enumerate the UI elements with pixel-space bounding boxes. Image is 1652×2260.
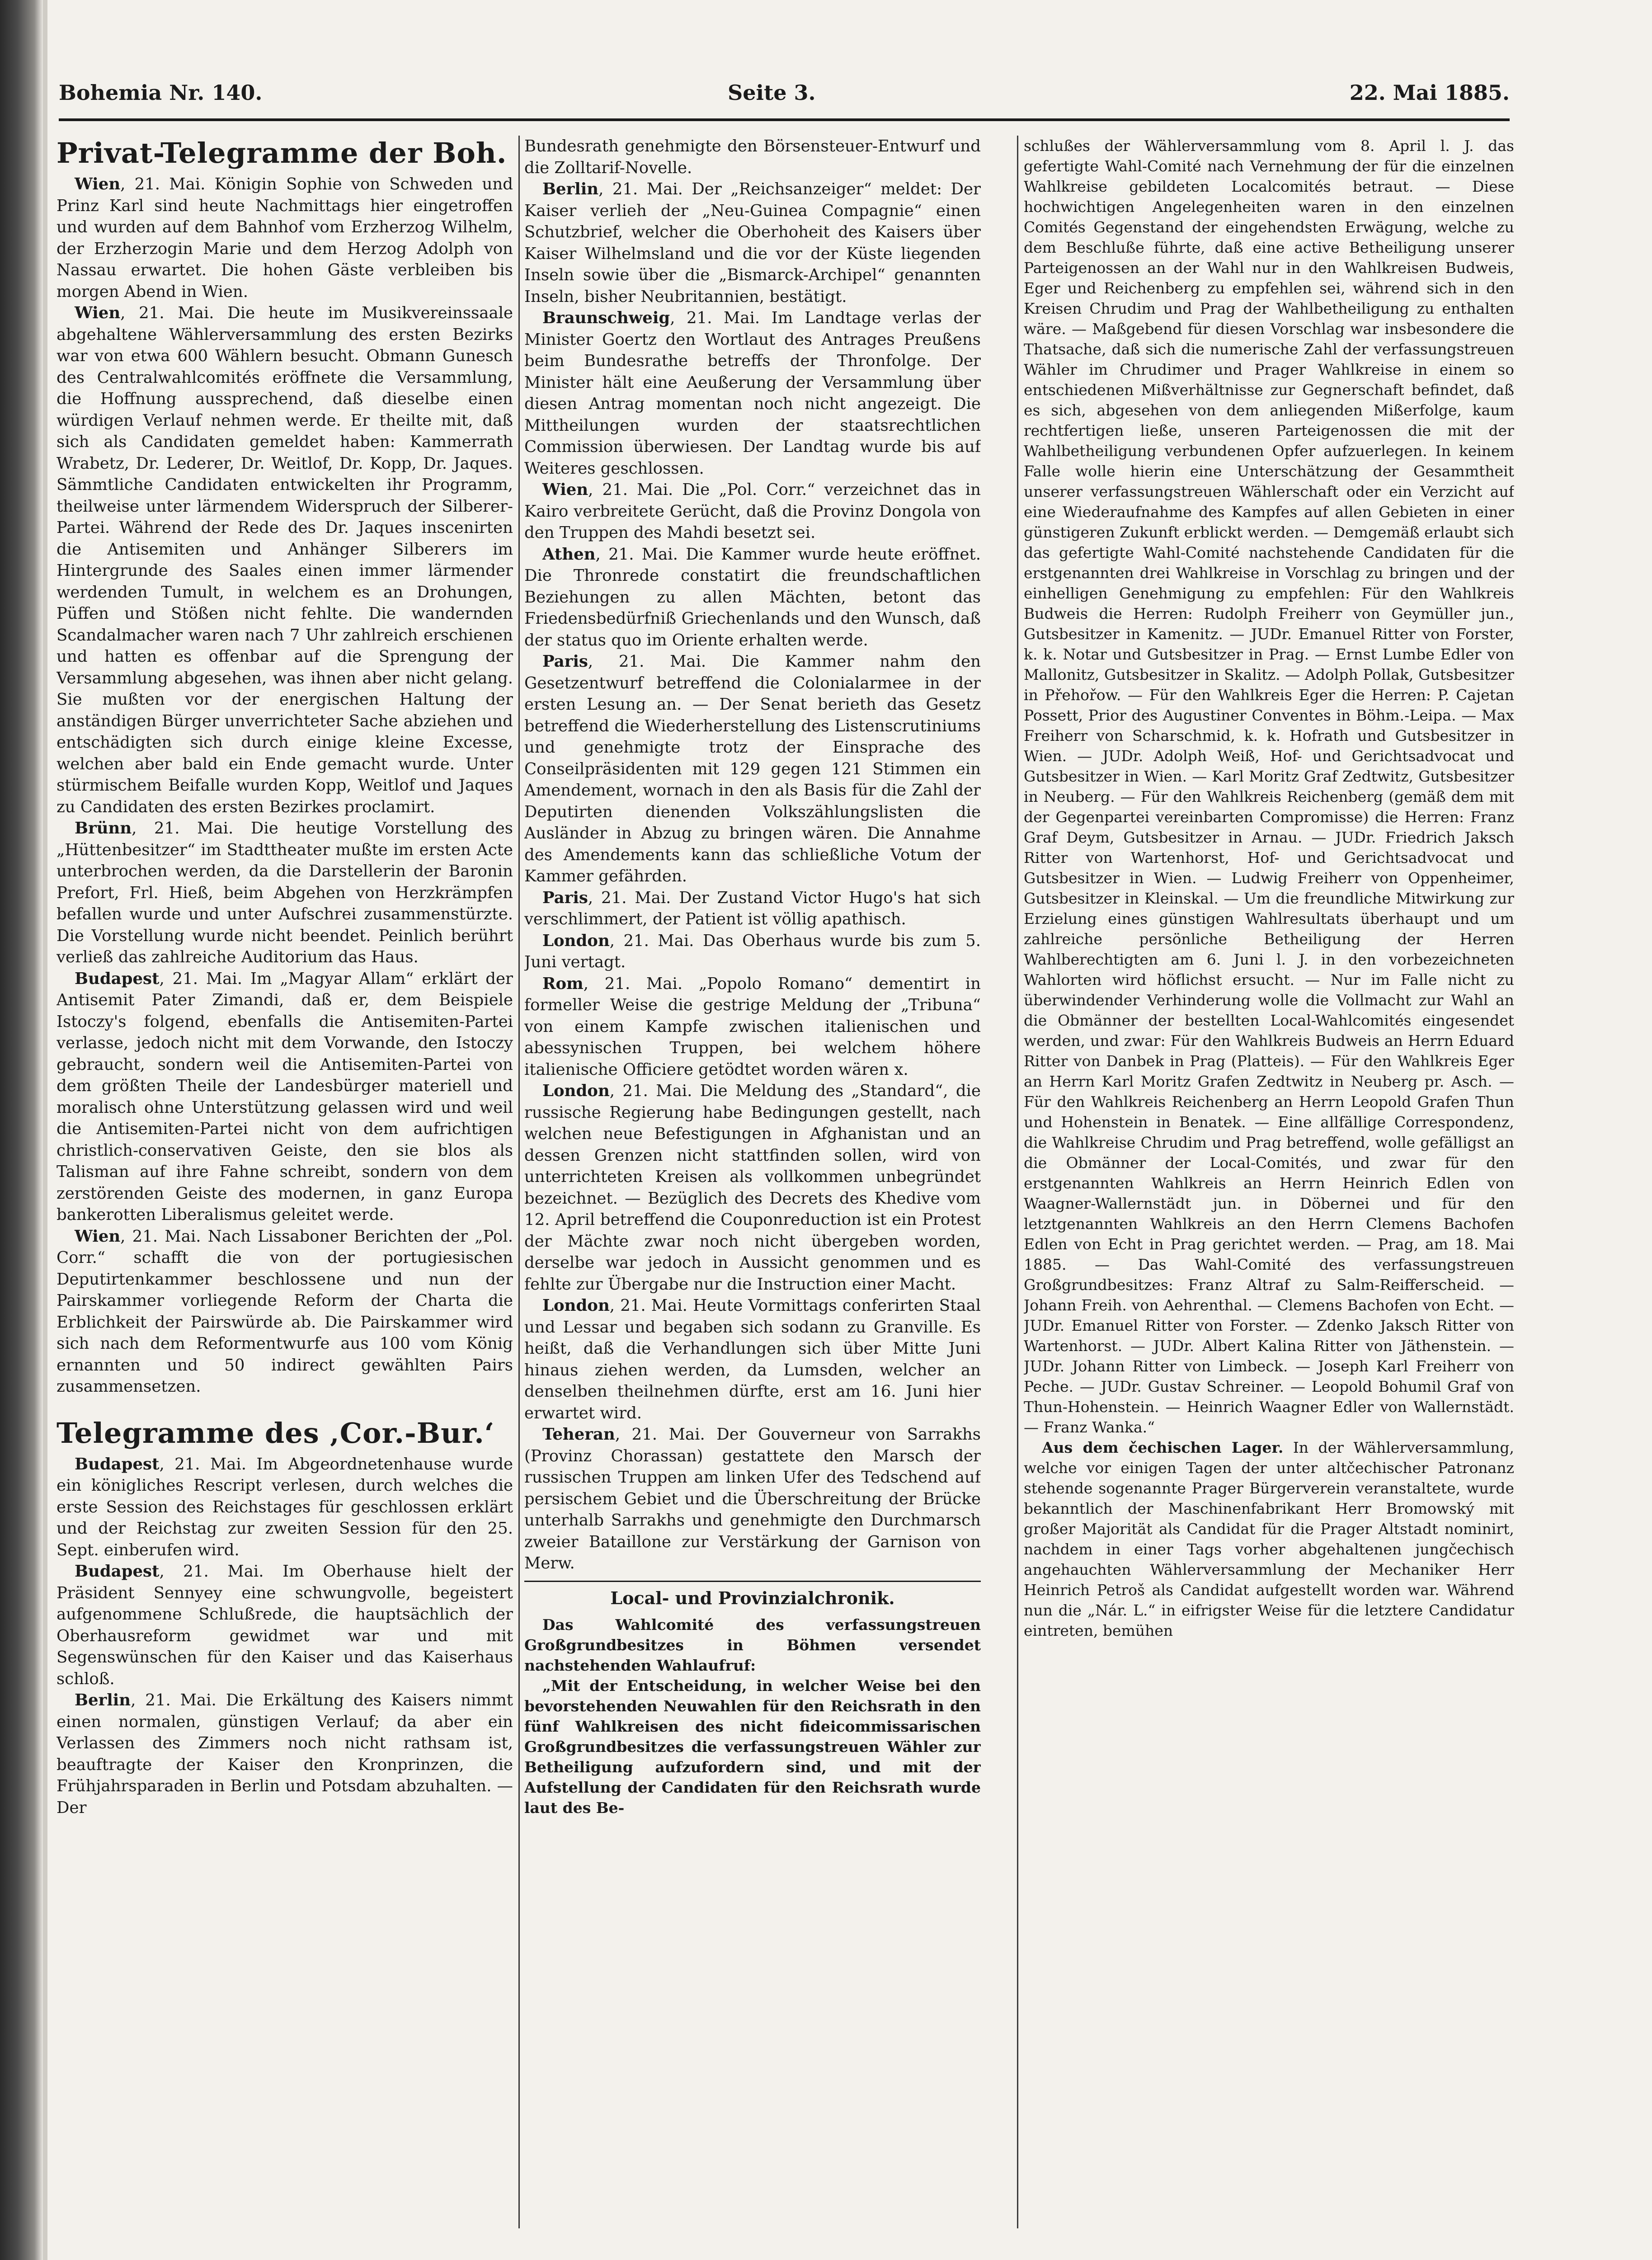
article-text: , 21. Mai. Die Meldung des „Standard“, die russische Regierung habe Bedingungen gestellt, nach welchen neue Befestigungen in Afghanistan und an dessen Grenzen nicht stattfinden sollen, wird von unterrichteten Kreisen als vollkommen unbegründet bezeichnet. — Bezüglich des Decrets des Khedive vom 12. April betreffend die Couponreduction ist ein Protest der Mächte zwar noch nicht übergeben worden, derselbe war jedoch in Aussicht genommen und es fehlte zur Übergabe nur die Instruction einer Macht.: [524, 1082, 981, 1294]
dateline-place: Brünn: [75, 819, 132, 838]
article: [56, 1561, 513, 1690]
article-text: , 21. Mai. Der „Reichsanzeiger“ meldet: Der Kaiser verlieh der „Neu-Guinea Compagnie“ einen Schutzbrief, welcher die Oberhoheit des Kaisers über Kaiser Wilhelmsland und die vor der Küste liegenden Inseln sowie über die „Bismarck-Archipel“ genannten Inseln, bisher Neubritannien, bestätigt.: [524, 180, 981, 306]
dateline-place: Wien: [75, 1227, 121, 1246]
article-text: In der Wählerversammlung, welche vor einigen Tagen der unter altčechischer Patronanz stehende sogenannte Prager Bürgerverein veranstaltete, wurde bekanntlich der Maschinenfabrikant Herr Bromowský mit großer Majorität als Candidat für die Prager Altstadt nominirt, nachdem in einer Tags vorher abgehaltenen jungčechisch angehauchten Wählerversammlung der Mechaniker Herr Heinrich Petroš als Candidat aufgestellt worden war. Während nun die „Nár. L.“ in eifrigster Weise für die letztere Candidatur eintreten, bemühen: [1024, 1439, 1514, 1639]
article-continuation: Bundesrath genehmigte den Börsensteuer-Entwurf und die Zolltarif-Novelle.: [524, 137, 981, 177]
article-text: , 21. Mai. Im Landtage verlas der Minister Goertz den Wortlaut des Antrages Preußens beim Bundesrathe betreffs der Thronfolge. Der Minister hält eine Aeußerung der Versammlung über diesen Antrag momentan noch nicht angezeigt. Die Mittheilungen wurden der staatsrechtlichen Commission überwiesen. Der Landtag wurde bis auf Weiteres geschlossen.: [524, 309, 981, 478]
article: [56, 174, 513, 302]
article-quote: „Mit der Entscheidung, in welcher Weise bei den bevorstehenden Neuwahlen für den Reichsrath in den fünf Wahlkreisen des nicht fideicommissarischen Großgrundbesitzes die verfassungstreuen Wähler zur Betheiligung aufzufordern sind, und mit der Aufstellung der Candidaten für den Reichsrath wurde laut des Be-: [524, 1676, 981, 1817]
article-text: , 21. Mai. Die „Pol. Corr.“ verzeichnet das in Kairo verbreitete Gerücht, daß die Provinz Dongola von den Truppen des Mahdi besetzt sei.: [524, 480, 981, 542]
dateline-place: Rom: [542, 974, 584, 993]
section-title-private-telegrams: Privat-Telegramme der Boh.: [56, 137, 507, 170]
header-rule: [59, 118, 1510, 121]
column-3: [1024, 136, 1514, 2237]
article: [56, 1690, 513, 1818]
article: [524, 1424, 981, 1574]
article: [524, 479, 981, 544]
dateline-place: Paris: [542, 888, 588, 907]
dateline-place: Paris: [542, 652, 588, 671]
article: [524, 1295, 981, 1424]
header-page-number: Seite 3.: [728, 80, 816, 105]
column-divider-1: [518, 136, 520, 2228]
article: [1024, 1437, 1514, 1641]
dateline-place: Berlin: [75, 1691, 131, 1709]
article: [56, 302, 513, 818]
header-date: 22. Mai 1885.: [1349, 80, 1510, 105]
article-text: , 21. Mai. Die Erkältung des Kaisers nimmt einen normalen, günstigen Verlauf; da aber ein Verlassen des Zimmers noch nicht rathsam ist, beauftragte der Kaiser den Kronprinzen, die Frühjahrsparaden in Berlin und Potsdam abzuhalten. — Der: [56, 1691, 513, 1817]
book-binding-edge: [0, 0, 43, 2260]
article: [56, 818, 513, 968]
dateline-place: Budapest: [75, 1562, 160, 1581]
article: [524, 973, 981, 1081]
dateline-place: London: [542, 931, 610, 950]
article: [56, 1454, 513, 1561]
article-text: , 21. Mai. Königin Sophie von Schweden und Prinz Karl sind heute Nachmittags hier eingetroffen und wurden auf dem Bahnhof vom Erzherzog Wilhelm, der Erzherzogin Marie und dem Herzog Adolph von Nassau erwartet. Die hohen Gäste verbleiben bis morgen Abend in Wien.: [56, 175, 513, 301]
dateline-place: Budapest: [75, 969, 160, 988]
column-divider-2: [1017, 136, 1018, 2228]
dateline-place: Braunschweig: [542, 309, 670, 327]
article-text: , 21. Mai. Die Kammer wurde heute eröffnet. Die Thronrede constatirt die freundschaftlichen Beziehungen zu allen Mächten, betont das Friedensbedürfniß Griechenlands und den Wunsch, daß der status quo im Oriente erhalten werde.: [524, 545, 981, 650]
article: [524, 887, 981, 930]
article-text: , 21. Mai. Nach Lissaboner Berichten der „Pol. Corr.“ schafft die von der portugiesischen Deputirtenkammer beschlossene und nun der Pairskammer vorliegende Reform der Charta die Erblichkeit der Pairswürde ab. Die Pairskammer wird sich nach dem Reformentwurfe aus 100 vom König ernannten und 50 indirect gewählten Pairs zusammensetzen.: [56, 1227, 513, 1396]
article: [524, 1080, 981, 1295]
article: [524, 930, 981, 973]
article-text: , 21. Mai. Der Gouverneur von Sarrakhs (Provinz Chorassan) gestattete den Marsch der russischen Truppen am linken Ufer des Tedschend auf persischem Gebiet und die Überschreitung der Brücke unterhalb Sarrakhs und genehmigte den Durchmarsch zweier Bataillone zur Verstärkung der Garnison von Merw.: [524, 1425, 981, 1573]
article-text: , 21. Mai. „Popolo Romano“ dementirt in formeller Weise die gestrige Meldung der „Tribuna“ von einem Kampfe zwischen italienischen und abessynischen Truppen, bei welchem höhere italienische Officiere getödtet worden wären x.: [524, 974, 981, 1079]
article-text: , 21. Mai. Heute Vormittags conferirten Staal und Lessar und begaben sich sodann zu Granville. Es heißt, daß die Verhandlungen sich über Mitte Juni hinaus ziehen werden, da Lumsden, welcher an denselben theilnehmen dürfte, erst am 16. Juni hier erwartet wird.: [524, 1296, 981, 1422]
dateline-place: Budapest: [75, 1455, 160, 1474]
article-text: , 21. Mai. Die heute im Musikvereinssaale abgehaltene Wählerversammlung des ersten Bezirks war von etwa 600 Wählern besucht. Obmann Gunesch des Centralwahlcomités eröffnete die Versammlung, die Hoffnung aussprechend, daß dieselbe einen würdigen Verlauf nehmen werde. Er theilte mit, daß sich als Candidaten gemeldet haben: Kammerrath Wrabetz, Dr. Lederer, Dr. Weitlof, Dr. Kopp, Dr. Jaques. Sämmtliche Candidaten entwickelten ihr Programm, theilweise unter lärmendem Widerspruch der Silberer-Partei. Während der Rede des Dr. Jaques inscenirten die Antisemiten und Anhänger Silberers im Hintergrunde des Saales einen immer lärmender werdenden Tumult, in welchem es an Drohungen, Püffen und Stößen nicht fehlte. Die wandernden Scandalmacher waren nach 7 Uhr zahlreich erschienen und hatten es offenbar auf die Sprengung der Versammlung abgesehen, was ihnen aber nicht gelang. Sie mußten vor der energischen Haltung der anständigen Bürger unverrichteter Sache abziehen und entschädigten sich durch einige kleine Excesse, welchen aber bald ein Ende gemacht wurde. Unter stürmischem Beifalle wurden Kopp, Weitlof und Jaques zu Candidaten des ersten Bezirkes proclamirt.: [56, 304, 513, 816]
page-header: [59, 80, 1510, 122]
article-intro: Das Wahlcomité des verfassungstreuen Großgrundbesitzes in Böhmen versendet nachstehenden Wahlaufruf:: [524, 1615, 981, 1674]
article: [524, 179, 981, 307]
article: [524, 307, 981, 479]
article: [524, 544, 981, 651]
dateline-place: Teheran: [542, 1425, 615, 1444]
article-text: , 21. Mai. Die Kammer nahm den Gesetzentwurf betreffend die Colonialarmee in der ersten Lesung an. — Der Senat berieth das Gesetz betreffend die Wiederherstellung des Listenscrutiniums und genehmigte trotz der Einsprache des Conseilpräsidenten mit 129 gegen 121 Stimmen ein Amendement, wornach in den als Basis für die Zahl der Deputirten dienenden Volkszählungslisten die Ausländer in Abzug zu bringen wären. Die Annahme des Amendements kann das schließliche Votum der Kammer gefährden.: [524, 652, 981, 885]
article-text: , 21. Mai. Die heutige Vorstellung des „Hüttenbesitzer“ im Stadttheater mußte im ersten Acte unterbrochen werden, da die Darstellerin der Baronin Prefort, Frl. Hieß, beim Abgehen von Herzkrämpfen befallen wurde und unter Aufschrei zusammenstürzte. Die Vorstellung wurde nicht beendet. Peinlich berührt verließ das zahlreiche Auditorium das Haus.: [56, 819, 513, 966]
article-text: , 21. Mai. Der Zustand Victor Hugo's hat sich verschlimmert, der Patient ist völlig apathisch.: [524, 888, 981, 928]
header-newspaper-issue: Bohemia Nr. 140.: [59, 80, 263, 105]
dateline-place: Athen: [542, 545, 596, 564]
dateline-place: London: [542, 1082, 610, 1100]
dateline-place: Berlin: [542, 180, 599, 198]
binding-shadow: [43, 0, 47, 2260]
column-1: [56, 136, 513, 2237]
article: [524, 651, 981, 887]
article-text: , 21. Mai. Im Oberhause hielt der Präsident Sennyey eine schwungvolle, begeistert aufgenommene Schlußrede, die hauptsächlich der Oberhausreform gewidmet war und mit Segenswünschen für den Kaiser und das Kaiserhaus schloß.: [56, 1562, 513, 1688]
article-heading: Aus dem čechischen Lager.: [1042, 1439, 1284, 1456]
dateline-place: Wien: [75, 304, 121, 322]
article-text: , 21. Mai. Das Oberhaus wurde bis zum 5. Juni vertagt.: [524, 931, 981, 971]
dateline-place: London: [542, 1296, 610, 1315]
article-continuation: schlußes der Wählerversammlung vom 8. April l. J. das gefertigte Wahl-Comité nach Vernehmung der für die einzelnen Wahlkreise gebildeten Localcomités betraut. — Diese hochwichtigen Angelegenheiten waren in den einzelnen Comités Gegenstand der eingehendsten Erwägung, welche zu dem Beschluße führte, daß eine active Betheiligung unserer Parteigenossen an der Wahl nur in den Wahlkreisen Budweis, Eger und Reichenberg zu empfehlen sei, während sich in den Kreisen Chrudim und Prag der Wahlbetheiligung zu enthalten wäre. — Maßgebend für diesen Vorschlag war insbesondere die Thatsache, daß sich die numerische Zahl der verfassungstreuen Wähler im Chrudimer und Prager Wahlkreise in einem so entschiedenen Mißverhältnisse zur Gegnerschaft befindet, daß es sich, abgesehen von dem anliegenden Mißerfolge, kaum rechtfertigen ließe, unseren Parteigenossen die mit der Wahlbetheiligung verbundenen Opfer aufzuerlegen. In keinem Falle wolle hierin eine Unterschätzung der Gesammtheit unserer verfassungstreuen Wählerschaft oder ein Verzicht auf eine Wiederaufnahme des Kampfes auf allen Gebieten in einer günstigeren Zukunft erblickt werden. — Demgemäß erlaubt sich das gefertigte Wahl-Comité nachstehende Candidaten für die erstgenannten drei Wahlkreise in Vorschlag zu bringen und der einhelligen Genehmigung zu empfehlen: Für den Wahlkreis Budweis die Herren: Rudolph Freiherr von Geymüller jun., Gutsbesitzer in Kamenitz. — JUDr. Emanuel Ritter von Forster, k. k. Notar und Gutsbesitzer in Prag. — Ernst Lumbe Edler von Mallonitz, Gutsbesitzer in Skalitz. — Adolph Pollak, Gutsbesitzer in Přehořow. — Für den Wahlkreis Eger die Herren: P. Cajetan Possett, Prior des Augustiner Conventes in Böhm.-Leipa. — Max Freiherr von Scharschmid, k. k. Hofrath und Gutsbesitzer in Wien. — JUDr. Adolph Weiß, Hof- und Gerichtsadvocat und Gutsbesitzer in Wien. — Karl Moritz Graf Zedtwitz, Gutsbesitzer in Neuberg. — Für den Wahlkreis Reichenberg (gemäß dem mit der Gegenpartei vereinbarten Compromisse) die Herren: Franz Graf Deym, Gutsbesitzer in Arnau. — JUDr. Friedrich Jaksch Ritter von Wartenhorst, Hof- und Gerichtsadvocat und Gutsbesitzer in Wien. — Ludwig Freiherr von Oppenheimer, Gutsbesitzer in Kleinskal. — Um die freundliche Mitwirkung zur Erzielung eines günstigen Wahlresultats überhaupt und um zahlreiche persönliche Betheiligung der Herren Wahlberechtigten am 6. Juni l. J. in den vorbezeichneten Wahlorten wird höflichst ersucht. — Nur im Falle nicht zu überwindender Verhinderung wolle die Vollmacht zur Wahl an die Obmänner der bestellten Local-Wahlcomités eingesendet werden, und zwar: Für den Wahlkreis Budweis an Herrn Eduard Ritter von Danbek in Prag (Platteis). — Für den Wahlkreis Eger an Herrn Karl Moritz Grafen Zedtwitz in Neuberg pr. Asch. — Für den Wahlkreis Reichenberg an Herrn Leopold Grafen Thun und Hohenstein in Benatek. — Eine allfällige Correspondenz, die Wahlkreise Chrudim und Prag betreffend, wolle gefälligst an die Obmänner der Local-Comités, und zwar für den erstgenannten Wahlkreis an Herrn Heinrich Edlen von Waagner-Wallernstädt jun. in Döbernei und für den letztgenannten Wahlkreis an den Herrn Clemens Bachofen Edlen von Echt in Prag gerichtet werden. — Prag, am 18. Mai 1885. — Das Wahl-Comité des verfassungstreuen Großgrundbesitzes: Franz Altraf zu Salm-Reifferscheid. — Johann Freih. von Aehrenthal. — Clemens Bachofen von Echt. — JUDr. Emanuel Ritter von Forster. — Zdenko Jaksch Ritter von Wartenhorst. — JUDr. Albert Kalina Ritter von Jäthenstein. — JUDr. Johann Ritter von Limbeck. — Joseph Karl Freiherr von Peche. — JUDr. Gustav Schreiner. — Leopold Bohumil Graf von Thun-Hohenstein. — Heinrich Waagner Edler von Wallernstädt. — Franz Wanka.“: [1024, 137, 1514, 1436]
section-title-cor-bur: Telegramme des ‚Cor.-Bur.‘: [56, 1416, 495, 1450]
article-text: , 21. Mai. Im Abgeordnetenhause wurde ein königliches Rescript verlesen, durch welches die erste Session des Reichstages für geschlossen erklärt und der Reichstag zur zweiten Session für den 25. Sept. einberufen wird.: [56, 1455, 513, 1559]
section-title-local-chronicle: Local- und Provinzialchronik.: [524, 1581, 981, 1610]
article-text: , 21. Mai. Im „Magyar Allam“ erklärt der Antisemit Pater Zimandi, daß er, dem Beispiele Istoczy's folgend, ebenfalls die Antisemiten-Partei verlasse, jedoch nicht mit dem Vorwande, den Istoczy gebraucht, sondern weil die Antisemiten-Partei von dem größten Theile der Landesbürger materiell und moralisch ohne Unterstützung gelassen wird und weil die Antisemiten-Partei nicht von dem aufrichtigen christlich-conservativen Geiste, den sie blos als Talisman auf ihre Fahne schreibt, sondern von dem zerstörenden Geiste des modernen, in ganz Europa bankerotten Liberalismus geleitet werde.: [56, 969, 513, 1224]
article: [56, 1226, 513, 1398]
article: [56, 968, 513, 1226]
dateline-place: Wien: [542, 480, 588, 499]
column-2: [524, 136, 981, 2237]
dateline-place: Wien: [75, 175, 121, 193]
